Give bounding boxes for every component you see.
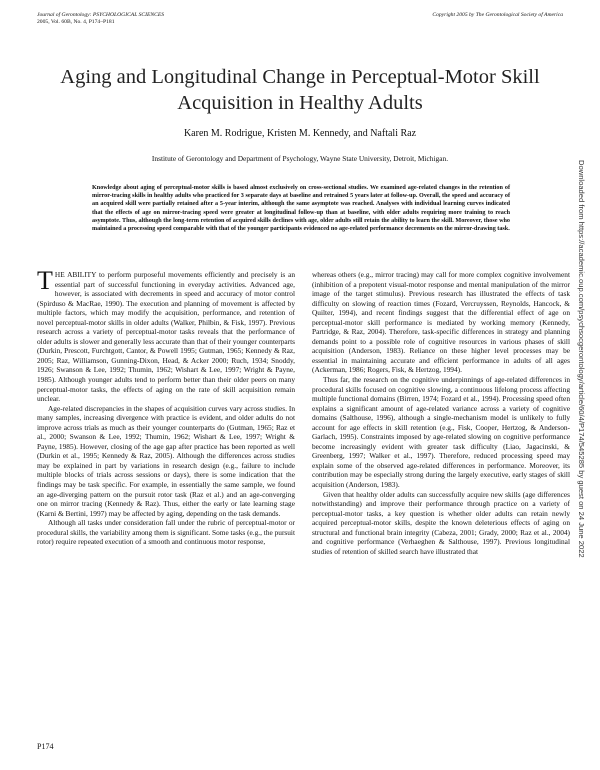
page-number: P174 (37, 742, 54, 751)
abstract: Knowledge about aging of perceptual-motor skills is based almost exclusively on cross-sectional studies. We examined age-related changes in the retention of mirror-tracing skills in healthy adults who practiced for 3 separate days at baseline and retrained 5 years later at follow-up. Overall, the speed and accuracy of an acquired skill were partially retained after a 5-year interim, although the same asymptote was reached. Analyses with individual learning curves indicated that the effects of age on mirror-tracing speed were greater at longitudinal follow-up than at baseline, with older adults requiring more training to reach asymptote. Thus, although the long-term retention of acquired skills declines with age, older adults still retain the ability to learn the skill. Moreover, those who maintained a processing speed comparable with that of the younger participants evidenced no age-related performance decrements on the mirror-drawing task. (92, 185, 510, 233)
download-watermark (572, 160, 592, 700)
author-list: Karen M. Rodrigue, Kristen M. Kennedy, and Naftali Raz (183, 128, 417, 139)
body-column-left (37, 266, 296, 547)
journal-name: Journal of Gerontology: PSYCHOLOGICAL SCIENCES (37, 12, 165, 18)
drop-cap: T (37, 266, 53, 295)
journal-volume: 2005, Vol. 60B, No. 4, P174–P181 (37, 19, 115, 26)
paragraph-text: HE ABILITY to perform purposeful movements efficiently and precisely is an essential part of successful functioning in everyday activities. Advanced age, however, is associated with decrements in speed and accuracy of motor control (Spirduso & MacRae, 1990). The execution and planning of movement is affected by multiple factors, which may modify the acquisition, performance, and retention of novel perceptual-motor skills in older adults (Walker, Philbin, & Fisk, 1997). Previous research across a variety of perceptual-motor tasks reveals that the performance of older adults is slower and generally less accurate than that of their younger counterparts (Durkin, Prescott, Furchtgott, Cantor, & Powell 1995; Gutman, 1965; Kennedy & Raz, 2005; Raz, Williamson, Gunning-Dixon, Head, & Acker 2000; Ruch, 1934; Snoddy, 1926; Swanson & Lee, 1992; Thumin, 1962; Wishart & Lee, 1997; Wright & Payne, 1985). Although younger adults tend to perform better than their older peers on many perceptual-motor tasks, the effects of aging on the rate of skill acquisition remain unclear. (37, 270, 295, 404)
paper-title: Aging and Longitudinal Change in Perceptual-Motor Skill Acquisition in Healthy Adults (60, 66, 540, 114)
affiliation: Institute of Gerontology and Department of Psychology, Wayne State University, Detroit, Michigan. (151, 154, 449, 163)
paragraph (37, 266, 295, 404)
paragraph: Given that healthy older adults can successfully acquire new skills (age differences notwithstanding) and improve their performance through practice on a variety of perceptual-motor tasks, a key question is whether older adults can retain newly acquired perceptual-motor skills, despite the known deleterious effects of aging on structural and functional brain integrity (Cabeza, 2001; Grady, 2000; Raz et al., 2004) and cognitive performance (Verhaeghen & Salthouse, 1997). Previous longitudinal studies of retention of skilled search have illustrated that (312, 489, 570, 556)
journal-header (37, 12, 164, 26)
paragraph: Thus far, the research on the cognitive underpinnings of age-related differences in procedural skills focused on cognitive slowing, a continuous lifelong process affecting multiple functional domains (Birren, 1974; Fozard et al., 1994). Processing speed often explains a significant amount of age-related variance across a variety of cognitive domains (Salthouse, 1996), although a single-mechanism model is unlikely to fully account for age effects in skill retention (e.g., Fisk, Cooper, Hertzog, & Anderson-Garlach, 1995). Constraints imposed by age-related slowing on cognitive performance become increasingly evident with greater task difficulty (Liao, Jagacinski, & Greenberg, 1997; Walker et al., 1997). Therefore, reduced processing speed may explain some of the observed age-related differences in performance. Moreover, its contribution may be especially strong during the largely executive, early stages of skill acquisition (Anderson, 1983). (312, 375, 570, 490)
body-column-right (312, 270, 570, 556)
copyright-notice: Copyright 2005 by The Gerontological Society of America (432, 12, 563, 18)
paragraph: Age-related discrepancies in the shapes of acquisition curves vary across studies. In many samples, increasing divergence with practice is evident, and older adults do not improve across trials as much as their younger counterparts do (Gutman, 1965; Raz et al., 2000; Swanson & Lee, 1992; Thumin, 1962; Wishart & Lee, 1997; Wright & Payne, 1985). However, closing of the age gap after practice has been reported as well (Durkin et al., 1995; Kennedy & Raz, 2005). Although the differences across studies may be explained in part by variations in research design (e.g., failure to include multiple blocks of trials across sessions or days), there is some indication that the findings may be task specific. For example, in essentially the same sample, we found an age-diverging pattern on the pursuit rotor task (Raz et al.) and an age-converging one on mirror tracing (Kennedy & Raz). Thus, either the early or late learning stage (Karni & Bertini, 1997) may be affected by aging, depending on the task demands. (37, 403, 295, 518)
paragraph: Although all tasks under consideration fall under the rubric of perceptual-motor or procedural skills, the variability among them is significant. Some tasks (e.g., the pursuit rotor) require repeated execution of a smooth and continuous motor response, (37, 518, 296, 547)
paragraph: whereas others (e.g., mirror tracing) may call for more complex cognitive involvement (inhibition of a prepotent visual-motor response and mental manipulation of the mirror image of the target stimulus). Previous research has illustrated the effects of task difficulty on slowing of reaction times (Fozard, Vercruyssen, Reynolds, Hancock, & Quilter, 1994), and recent findings suggest that the differential effect of age on perceptual-motor skill performance is mediated by working memory (Kennedy, Partridge, & Raz, 2004). Therefore, task-specific differences in strategy and planning demands point to a possible role of cognitive resources in various phases of skill acquisition (Anderson, 1983). Reliance on these higher level processes may be essential in maintaining accurate and efficient performance in adults of all ages (Ackerman, 1986; Rogers, Fisk, & Hertzog, 1994). (312, 270, 570, 375)
download-note-text: Downloaded from https://academic.oup.com/psychsocgerontology/article/60/4/P174/545285 by guest on 24 June 2022 (577, 160, 586, 558)
